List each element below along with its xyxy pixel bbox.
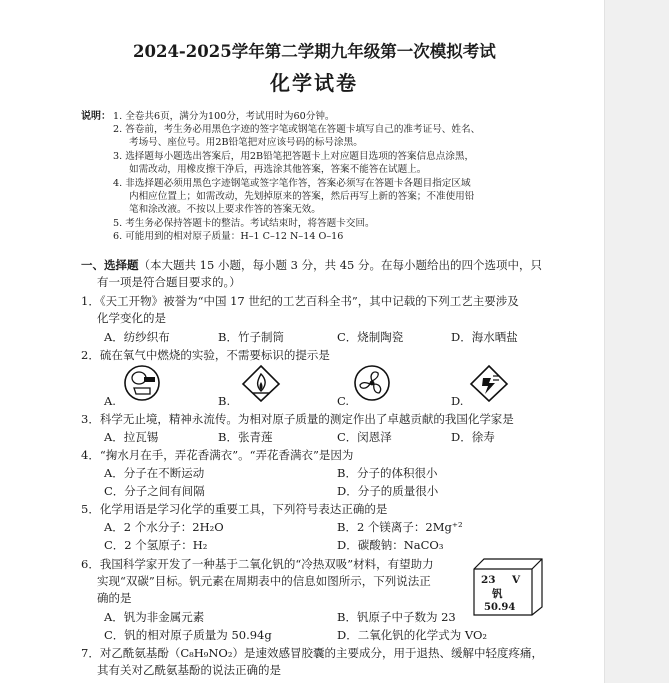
option-a: A．2 个水分子：2H₂O: [104, 520, 224, 534]
note-line: 3. 选择题每小题选出答案后，用2B铅笔把答题卡上对应题目选项的答案信息点涂黑，: [113, 151, 475, 162]
exam-subtitle: 化学试卷: [270, 71, 358, 95]
note-line: 5. 考生务必保持答题卡的整洁。考试结束时，将答题卡交回。: [113, 218, 375, 229]
question-stem: 1．《天工开物》被誉为“中国 17 世纪的工艺百科全书”，其中记载的下列工艺主要涉及: [81, 294, 519, 308]
note-line: 4. 非选择题必须用黑色字迹钢笔或签字笔作答，答案必须写在答题卡各题目指定区域: [113, 178, 471, 189]
question-stem: 实现“双碳”目标。钒元素在周期表中的信息如图所示，下列说法正: [97, 574, 431, 588]
option-b: B.: [218, 394, 231, 408]
option-c: C．闵恩泽: [337, 430, 392, 444]
eye-protection-icon: [122, 364, 162, 402]
question-stem: 其有关对乙酰氨基酚的说法正确的是: [97, 663, 281, 677]
option-a: A．分子在不断运动: [104, 466, 205, 480]
option-d: D．海水晒盐: [451, 330, 518, 344]
element-symbol: V: [512, 574, 521, 586]
element-number: 23: [481, 574, 496, 586]
option-b: B．钒原子中子数为 23: [337, 610, 456, 624]
option-c: C．钒的相对原子质量为 50.94g: [104, 628, 272, 642]
option-d: D．分子的质量很小: [337, 484, 439, 498]
option-c: C．烧制陶瓷: [337, 330, 404, 344]
option-a: A．纺纱织布: [104, 330, 170, 344]
option-a: A．拉瓦锡: [104, 430, 159, 444]
option-a: A．钒为非金属元素: [104, 610, 205, 624]
option-b: B．2 个镁离子：2Mg⁺²: [337, 520, 463, 534]
option-c: C.: [337, 394, 350, 408]
element-name: 钒: [492, 588, 503, 600]
question-stem: 3．科学无止境，精神永流传。为相对原子质量的测定作出了卓越贡献的我国化学家是: [81, 412, 514, 426]
note-line: 考场号、座位号。用2B铅笔把对应该号码的标号涂黑。: [129, 137, 363, 148]
option-b: B．张青莲: [218, 430, 273, 444]
option-c: C．2 个氢原子：H₂: [104, 538, 208, 552]
question-stem: 2．硫在氧气中燃烧的实验，不需要标识的提示是: [81, 348, 330, 362]
question-stem: 确的是: [97, 591, 132, 605]
exam-title: 2024-2025学年第二学期九年级第一次模拟考试: [133, 42, 496, 61]
question-stem: 6．我国科学家开发了一种基于二氧化钒的“冷热双吸”材料，有望助力: [81, 557, 434, 571]
section-desc: 有一项是符合题目要求的。）: [97, 275, 241, 289]
question-stem: 7．对乙酰氨基酚（C₈H₉NO₂）是速效感冒胶囊的主要成分，用于退热、缓解中轻度疼痛，: [81, 646, 543, 660]
question-stem: 化学变化的是: [97, 311, 166, 325]
note-line: 6. 可能用到的相对原子质量：H–1 C–12 N–14 O–16: [113, 231, 344, 242]
section-heading: 一、选择题: [81, 258, 139, 272]
option-d: D．徐寿: [451, 430, 495, 444]
option-a: A.: [104, 394, 116, 408]
option-c: C．分子之间有间隔: [104, 484, 205, 498]
option-b: B．分子的体积很小: [337, 466, 438, 480]
question-stem: 4．“掬水月在手，弄花香满衣”。“弄花香满衣”是因为: [81, 448, 354, 462]
notes-label: 说明：: [81, 111, 111, 122]
note-line: 1. 全卷共6页，满分为100分，考试用时为60分钟。: [113, 111, 335, 122]
option-b: B．竹子制筒: [218, 330, 284, 344]
question-stem: 5．化学用语是学习化学的重要工具，下列符号表达正确的是: [81, 502, 388, 516]
viewer-margin: [604, 0, 669, 683]
note-line: 内相应位置上；如需改动，先划掉原来的答案，然后再写上新的答案；不准使用铅: [129, 191, 475, 202]
element-mass: 50.94: [484, 602, 516, 613]
note-line: 2. 答卷前，考生务必用黑色字迹的签字笔或钢笔在答题卡填写自己的准考证号、姓名、: [113, 124, 481, 135]
electric-hazard-icon: [469, 364, 509, 402]
flame-hazard-icon: [241, 364, 281, 402]
note-line: 笔和涂改液。不按以上要求作答的答案无效。: [129, 204, 321, 215]
note-line: 如需改动，用橡皮擦干净后，再选涂其他答案，答案不能答在试题上。: [129, 164, 427, 175]
option-d: D．碳酸钠：NaCO₃: [337, 538, 444, 552]
option-d: D．二氧化钒的化学式为 VO₂: [337, 628, 488, 642]
section-desc: （本大题共 15 小题，每小题 3 分，共 45 分。在每小题给出的四个选项中，只: [138, 258, 543, 272]
ventilation-fan-icon: [352, 364, 392, 402]
option-d: D.: [451, 394, 464, 408]
